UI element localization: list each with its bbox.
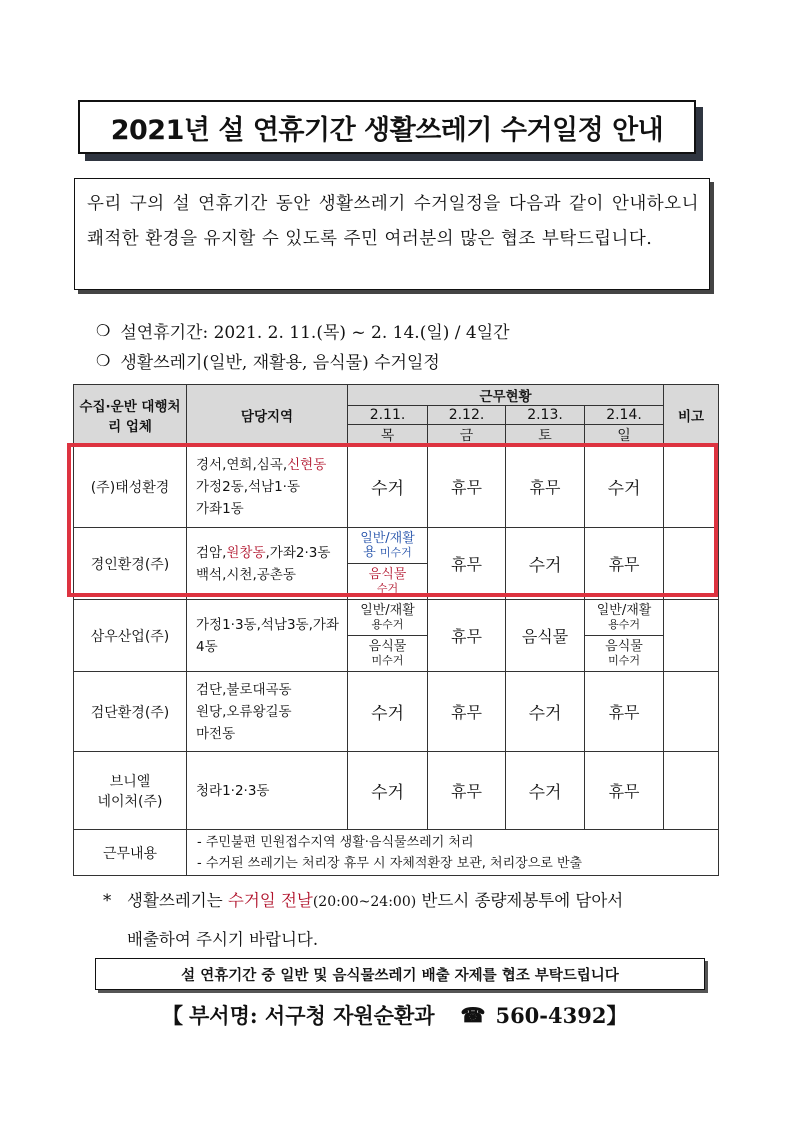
- header-day: 토: [506, 425, 585, 446]
- title-box: [78, 100, 696, 154]
- table-row: [74, 752, 719, 830]
- circle-bullet-icon: ❍: [96, 321, 111, 340]
- status-split-bottom: 음식물 미수거: [348, 636, 428, 672]
- status-split-bottom: 음식물 수거: [348, 564, 428, 600]
- schedule-table: [73, 384, 719, 876]
- page-title: 2021년 설 연휴기간 생활쓰레기 수거일정 안내: [110, 114, 664, 146]
- status-cell: 휴무: [428, 600, 506, 672]
- status-cell: 수거: [506, 752, 585, 830]
- department-line: 【 부서명: 서구청 자원순환과 ☎ 560-4392 】: [162, 1002, 628, 1028]
- note-emphasis: 수거일 전날: [227, 891, 313, 910]
- table-row-work: [74, 830, 719, 876]
- status-cell: 수거: [585, 446, 664, 528]
- header-status: 근무현황: [348, 385, 664, 406]
- note-cell: [664, 528, 719, 600]
- status-split-bottom: 음식물 미수거: [585, 636, 664, 672]
- status-cell: 수거: [348, 446, 428, 528]
- status-cell: 수거: [348, 752, 428, 830]
- note-cell: [664, 600, 719, 672]
- header-area: 담당지역: [187, 385, 348, 446]
- intro-paragraph: 우리 구의 설 연휴기간 동안 생활쓰레기 수거일정을 다음과 같이 안내하오니 쾌적한 환경을 유지할 수 있도록 주민 여러분의 많은 협조 부탁드립니다.: [74, 178, 710, 290]
- header-company: 수집·운반 대행처리 업체: [74, 385, 187, 446]
- note-cell: [664, 672, 719, 752]
- header-day: 일: [585, 425, 664, 446]
- header-date: 2.12.: [428, 406, 506, 425]
- area-cell: 청라1·2·3동: [187, 752, 348, 830]
- note-cell: [664, 752, 719, 830]
- status-cell: 휴무: [585, 528, 664, 600]
- status-cell: 휴무: [428, 528, 506, 600]
- table-row: [74, 600, 719, 636]
- circle-bullet-icon: ❍: [96, 351, 111, 370]
- table-row: [74, 672, 719, 752]
- area-cell: 검암,원창동,가좌2·3동 백석,시천,공촌동: [187, 528, 348, 600]
- status-cell: 휴무: [585, 672, 664, 752]
- status-cell: 휴무: [428, 672, 506, 752]
- bullet-period: [96, 318, 510, 343]
- note-paragraph: * 생활쓰레기는 수거일 전날(20:00~24:00) 반드시 종량제봉투에 담아서 배출하여 주시기 바랍니다.: [103, 891, 624, 949]
- highlight-area: 신현동: [287, 456, 327, 473]
- status-cell: 휴무: [428, 752, 506, 830]
- work-label: 근무내용: [74, 830, 187, 876]
- area-cell: 경서,연희,심곡,신현동 가정2동,석남1·동 가좌1동: [187, 446, 348, 528]
- status-cell: 음식물: [506, 600, 585, 672]
- status-split-top: 일반/재활 용수거: [348, 600, 428, 636]
- request-box: 설 연휴기간 중 일반 및 음식물쓰레기 배출 자제를 협조 부탁드립니다: [95, 958, 705, 990]
- work-content: - 주민불편 민원접수지역 생활·음식물쓰레기 처리 - 수거된 쓰레기는 처리장 휴무 시 자체적환장 보관, 처리장으로 반출: [187, 830, 719, 876]
- note-cell: [664, 446, 719, 528]
- table-row: [74, 446, 719, 528]
- bullet-schedule: [96, 348, 440, 373]
- table-row: [74, 528, 719, 564]
- status-cell: 수거: [506, 672, 585, 752]
- header-note: 비고: [664, 385, 719, 446]
- header-date: 2.14.: [585, 406, 664, 425]
- area-cell: 검단,불로대곡동 원당,오류왕길동 마전동: [187, 672, 348, 752]
- highlight-area: 원창동: [226, 544, 266, 561]
- status-cell: 수거: [506, 528, 585, 600]
- status-cell: 휴무: [585, 752, 664, 830]
- phone-icon: ☎: [460, 1003, 486, 1027]
- status-split-top: 일반/재활 용수거: [585, 600, 664, 636]
- company-cell: 검단환경(주): [74, 672, 187, 752]
- company-cell: 브니엘 네이처(주): [74, 752, 187, 830]
- company-cell: 삼우산업(주): [74, 600, 187, 672]
- area-cell: 가정1·3동,석남3동,가좌4동: [187, 600, 348, 672]
- header-date: 2.11.: [348, 406, 428, 425]
- header-date: 2.13.: [506, 406, 585, 425]
- status-cell: 휴무: [428, 446, 506, 528]
- company-cell: (주)태성환경: [74, 446, 187, 528]
- company-cell: 경인환경(주): [74, 528, 187, 600]
- status-cell: 휴무: [506, 446, 585, 528]
- header-day: 목: [348, 425, 428, 446]
- bullet-text: 생활쓰레기(일반, 재활용, 음식물) 수거일정: [120, 353, 440, 373]
- status-split-top: 일반/재활 용 미수거: [348, 528, 428, 564]
- header-day: 금: [428, 425, 506, 446]
- bullet-text: 설연휴기간: 2021. 2. 11.(목) ~ 2. 14.(일) / 4일간: [120, 323, 510, 343]
- status-cell: 수거: [348, 672, 428, 752]
